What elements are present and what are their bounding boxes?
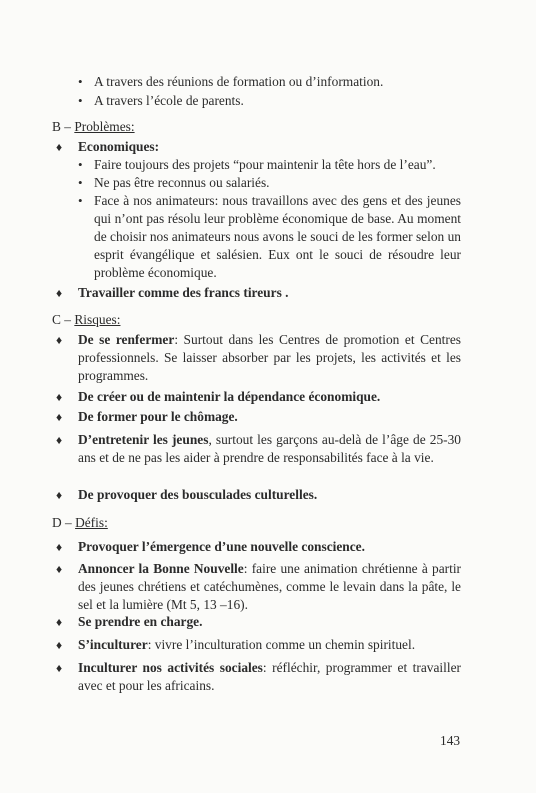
defi-item-4 <box>78 636 415 654</box>
eco-item-2: Ne pas être reconnus ou salariés. <box>94 175 270 190</box>
defi-item-3: Se prendre en charge. <box>78 614 203 629</box>
diamond-icon: ♦ <box>56 661 63 675</box>
risque-4-text: , surtout les garçons au-delà de l’âge de 25-30 ans et de ne pas les aider à prendre de responsabilités face à la vie. <box>78 432 461 465</box>
risque-item-5: De provoquer des bousculades culturelles. <box>78 487 318 502</box>
page-number: 143 <box>440 733 461 748</box>
section-d-heading <box>52 514 108 532</box>
diamond-icon: ♦ <box>56 333 63 347</box>
risque-item-3: De former pour le chômage. <box>78 409 238 424</box>
section-c-prefix: C – <box>52 312 75 327</box>
risque-1-label: De se renfermer <box>78 332 175 347</box>
diamond-icon: ♦ <box>56 488 63 502</box>
bullet-icon: • <box>78 93 83 108</box>
bullet-icon: • <box>78 157 83 172</box>
diamond-icon: ♦ <box>56 433 63 447</box>
risque-1-text: : Surtout dans les Centres de promotion et Centres professionnels. Se laisser absorber par les projets, les activités et les programmes. <box>78 332 461 383</box>
defi-item-1: Provoquer l’émergence d’une nouvelle conscience. <box>78 539 365 554</box>
bullet-icon: • <box>78 175 83 190</box>
section-b-title: Problèmes: <box>74 119 135 134</box>
eco-item-3: Face à nos animateurs: nous travaillons avec des gens et des jeunes qui n’ont pas résolu leur problème économique de base. Au moment de choisir nos animateurs nous avons le souci de les former selon un esprit évangélique et salésien. Eux ont le souci de résoudre leur problème économique. <box>94 193 461 280</box>
defi-5-text: : réfléchir, programmer et travailler avec et pour les africains. <box>78 660 461 693</box>
defi-5-label: Inculturer nos activités sociales <box>78 660 263 675</box>
intro-item-2: A travers l’école de parents. <box>94 93 244 108</box>
defi-2-label: Annoncer la Bonne Nouvelle <box>78 561 244 576</box>
risque-item-4 <box>78 431 461 467</box>
section-d-title: Défis: <box>75 515 108 530</box>
section-c-heading <box>52 311 120 329</box>
economiques-heading: Economiques: <box>78 139 160 154</box>
eco-item-1: Faire toujours des projets “pour maintenir la tête hors de l’eau”. <box>94 157 436 172</box>
diamond-icon: ♦ <box>56 286 63 300</box>
risque-4-label: D’entretenir les jeunes <box>78 432 209 447</box>
francs-tireurs: Travailler comme des francs tireurs . <box>78 285 289 300</box>
section-c-title: Risques: <box>74 312 121 327</box>
diamond-icon: ♦ <box>56 540 63 554</box>
section-b-heading <box>52 118 135 136</box>
defi-item-5 <box>78 659 461 695</box>
diamond-icon: ♦ <box>56 638 63 652</box>
section-b-prefix: B – <box>52 119 75 134</box>
bullet-icon: • <box>78 74 83 89</box>
defi-2-text: : faire une animation chrétienne à partir des jeunes chrétiens et catéchumènes, comme le levain dans la pâte, le sel et la lumière (Mt 5, 13 –16). <box>78 561 461 612</box>
defi-item-2 <box>78 560 461 614</box>
defi-4-text: : vivre l’inculturation comme un chemin spirituel. <box>147 637 416 652</box>
bullet-icon: • <box>78 193 83 208</box>
diamond-icon: ♦ <box>56 410 63 424</box>
risque-item-1 <box>78 331 461 385</box>
diamond-icon: ♦ <box>56 562 63 576</box>
defi-4-label: S’inculturer <box>78 637 148 652</box>
intro-item-1: A travers des réunions de formation ou d’information. <box>94 74 384 89</box>
diamond-icon: ♦ <box>56 140 63 154</box>
diamond-icon: ♦ <box>56 390 63 404</box>
diamond-icon: ♦ <box>56 615 63 629</box>
risque-item-2: De créer ou de maintenir la dépendance économique. <box>78 389 381 404</box>
section-d-prefix: D – <box>52 515 76 530</box>
